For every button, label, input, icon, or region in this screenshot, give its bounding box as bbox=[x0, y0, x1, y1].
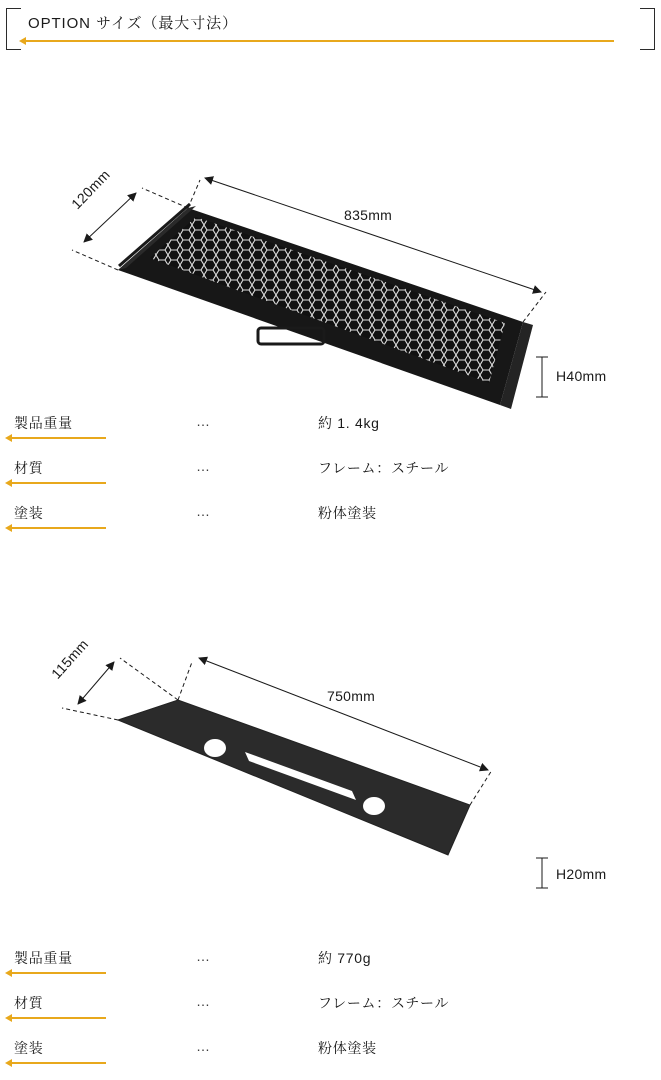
spec-label-underline bbox=[10, 972, 106, 974]
spec-label-underline bbox=[10, 527, 106, 529]
slotted-bar-body bbox=[118, 700, 470, 855]
spec-value: 粉体塗装 bbox=[318, 505, 377, 521]
mesh-grill-plate-drawing bbox=[0, 60, 661, 410]
section-header bbox=[0, 0, 661, 56]
spec-row bbox=[0, 450, 661, 495]
spec-value: 約 1. 4kg bbox=[318, 415, 380, 431]
spec-value: フレーム：スチール bbox=[318, 460, 450, 476]
spec-value: フレーム：スチール bbox=[318, 995, 450, 1011]
dimension-height-h40 bbox=[536, 357, 548, 397]
spec-separator: … bbox=[196, 993, 213, 1009]
spec-separator: … bbox=[196, 503, 213, 519]
spec-table-slotted-bar-plate bbox=[0, 940, 661, 1075]
product-diagram-mesh-grill-plate bbox=[0, 60, 661, 410]
spec-label-underline bbox=[10, 1062, 106, 1064]
dimension-label-depth: 115mm bbox=[48, 636, 92, 682]
grill-plate-body bbox=[118, 204, 533, 409]
spec-row bbox=[0, 940, 661, 985]
spec-value: 約 770g bbox=[318, 950, 372, 966]
spec-label: 製品重量 bbox=[14, 950, 73, 966]
spec-separator: … bbox=[196, 413, 213, 429]
spec-label-underline bbox=[10, 437, 106, 439]
product-diagram-slotted-bar-plate bbox=[0, 600, 661, 920]
spec-row bbox=[0, 405, 661, 450]
dimension-label-depth: 120mm bbox=[68, 166, 113, 213]
dimension-label-height: H20mm bbox=[556, 866, 607, 882]
spec-separator: … bbox=[196, 458, 213, 474]
spec-label: 塗装 bbox=[14, 1040, 44, 1056]
spec-label-underline bbox=[10, 482, 106, 484]
spec-row bbox=[0, 495, 661, 540]
spec-row bbox=[0, 985, 661, 1030]
spec-label-underline bbox=[10, 1017, 106, 1019]
spec-label: 材質 bbox=[14, 460, 44, 476]
dimension-height-h20 bbox=[536, 858, 548, 888]
page-title: OPTION サイズ（最大寸法） bbox=[28, 15, 238, 32]
spec-row bbox=[0, 1030, 661, 1075]
spec-value: 粉体塗装 bbox=[318, 1040, 377, 1056]
spec-table-mesh-grill-plate bbox=[0, 405, 661, 540]
dimension-label-width: 835mm bbox=[344, 207, 393, 223]
spec-label: 材質 bbox=[14, 995, 44, 1011]
spec-label: 塗装 bbox=[14, 505, 44, 521]
dimension-label-width: 750mm bbox=[327, 688, 376, 704]
spec-separator: … bbox=[196, 948, 213, 964]
bracket-right-decoration bbox=[640, 8, 655, 50]
spec-label: 製品重量 bbox=[14, 415, 73, 431]
header-underline-accent bbox=[24, 40, 614, 42]
dimension-label-height: H40mm bbox=[556, 368, 607, 384]
spec-separator: … bbox=[196, 1038, 213, 1054]
